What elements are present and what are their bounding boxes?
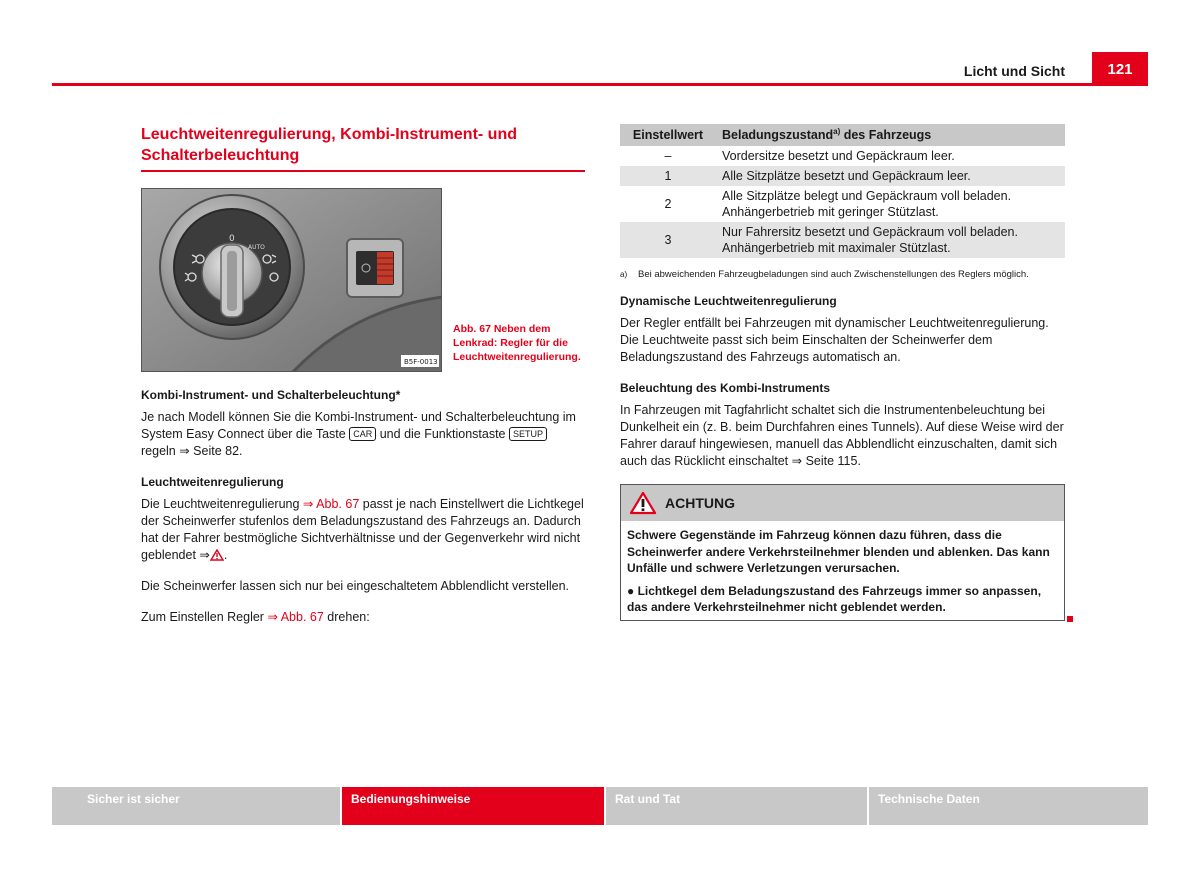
figure-block <box>141 188 585 373</box>
figure-ref-link[interactable]: ⇒ Abb. 67 <box>302 497 360 511</box>
table-row: 3 Nur Fahrersitz besetzt und Gepäckraum voll beladen. Anhängerbetrieb mit maximaler Stützlast. <box>620 222 1065 258</box>
subheading-headlight-range: Leuchtweitenregulierung <box>141 475 284 489</box>
dial-label-zero: 0 <box>229 234 235 244</box>
paragraph-dynamic: Der Regler entfällt bei Fahrzeugen mit dynamischer Leuchtweitenregulierung. Die Leuchtweite passt sich beim Einschalten der Scheinwerfer dem Beladungszustand des Fahrzeugs automatisch an. <box>620 316 1049 364</box>
setup-key: SETUP <box>509 427 547 441</box>
table-header-load: Beladungszustand$^{a)}$ des Fahrzeugs <box>716 124 1065 146</box>
subheading-instrument-lighting: Kombi-Instrument- und Schalterbeleuchtung* <box>141 388 401 402</box>
warning-header <box>621 485 1064 521</box>
paragraph-instrument-lighting: Je nach Modell können Sie die Kombi-Instrument- und Schalterbeleuchtung im System Easy Connect über die Taste CAR und die Funktionstaste SETUP regeln ⇒ Seite 82. <box>141 410 576 458</box>
warning-instruction: ● Lichtkegel dem Beladungszustand des Fahrzeugs immer so anpassen, das andere Verkehrsteilnehmer nicht geblendet werden. <box>627 583 1042 614</box>
warning-triangle-icon <box>629 491 657 515</box>
table-header-row <box>620 124 1065 146</box>
dial-label-auto: AUTO <box>248 244 265 251</box>
headlight-switch-figure <box>141 188 442 372</box>
paragraph-instrument: In Fahrzeugen mit Tagfahrlicht schaltet sich die Instrumentenbeleuchtung bei Dunkelheit ein (z. B. beim Durchfahren eines Tunnels). Auf diese Weise wird der Fahrer darauf hingewiesen, manuell das Abblendlicht einzuschalten, damit sich auch das Rücklicht einschaltet ⇒ Seite 115. <box>620 403 1064 468</box>
warning-body <box>621 521 1064 620</box>
paragraph-headlight-range: Die Leuchtweitenregulierung ⇒ Abb. 67 passt je nach Einstellwert die Lichtkegel der Scheinwerfer stufenlos dem Beladungszustand des Fahrzeugs an. Dadurch hat der Fahrer bestmögliche Sichtverhältnisse und der Gegenverkehr wird nicht geblendet ⇒ . <box>141 497 584 562</box>
figure-code: B5F-0013 <box>404 358 438 366</box>
page-number: 121 <box>1092 52 1148 86</box>
subheading-dynamic: Dynamische Leuchtweitenregulierung <box>620 294 837 308</box>
table-row: – Vordersitze besetzt und Gepäckraum leer. <box>664 149 955 163</box>
table-footnote: a) Bei abweichenden Fahrzeugbeladungen sind auch Zwischenstellungen des Reglers möglich. <box>620 269 1029 280</box>
figure-ref-link-2[interactable]: ⇒ Abb. 67 <box>267 610 324 624</box>
warning-triangle-icon <box>210 549 224 561</box>
paragraph-low-beam: Die Scheinwerfer lassen sich nur bei eingeschaltetem Abblendlicht verstellen. <box>141 579 570 593</box>
warning-title: ACHTUNG <box>665 495 735 511</box>
table-header-setting: Einstellwert <box>620 124 716 146</box>
figure-caption: Abb. 67 Neben dem Lenkrad: Regler für die Leuchtweitenregulierung. <box>453 323 581 363</box>
header-section-title: Licht und Sicht <box>963 63 1065 79</box>
footer-nav-safety[interactable]: Sicher ist sicher <box>52 787 340 825</box>
section-title: Leuchtweitenregulierung, Kombi-Instrument- und Schalterbeleuchtung <box>141 124 585 172</box>
table-row: 1 Alle Sitzplätze besetzt und Gepäckraum leer. <box>620 166 1065 186</box>
warning-box <box>620 484 1065 621</box>
table-row: 2 Alle Sitzplätze belegt und Gepäckraum voll beladen. Anhängerbetrieb mit geringer Stützlast. <box>664 189 1012 219</box>
footer-nav-operation[interactable]: Bedienungshinweise <box>342 787 604 825</box>
footer-nav-advice[interactable]: Rat und Tat <box>606 787 867 825</box>
left-column <box>141 124 585 626</box>
loading-table <box>620 124 1065 258</box>
footer-nav-technical[interactable]: Technische Daten <box>869 787 1148 825</box>
right-column <box>620 124 1065 621</box>
headlight-switch-illustration <box>142 189 442 372</box>
paragraph-adjust: Zum Einstellen Regler ⇒ Abb. 67 drehen: <box>141 610 370 624</box>
car-key: CAR <box>349 427 376 441</box>
section-end-marker <box>1067 616 1073 622</box>
warning-text: Schwere Gegenstände im Fahrzeug können dazu führen, dass die Scheinwerfer andere Verkehrsteilnehmer blenden und ablenken. Das kann Unfälle und schwere Verletzungen verursachen. <box>627 528 1050 575</box>
subheading-instrument: Beleuchtung des Kombi-Instruments <box>620 381 831 395</box>
header-rule <box>52 83 1148 86</box>
